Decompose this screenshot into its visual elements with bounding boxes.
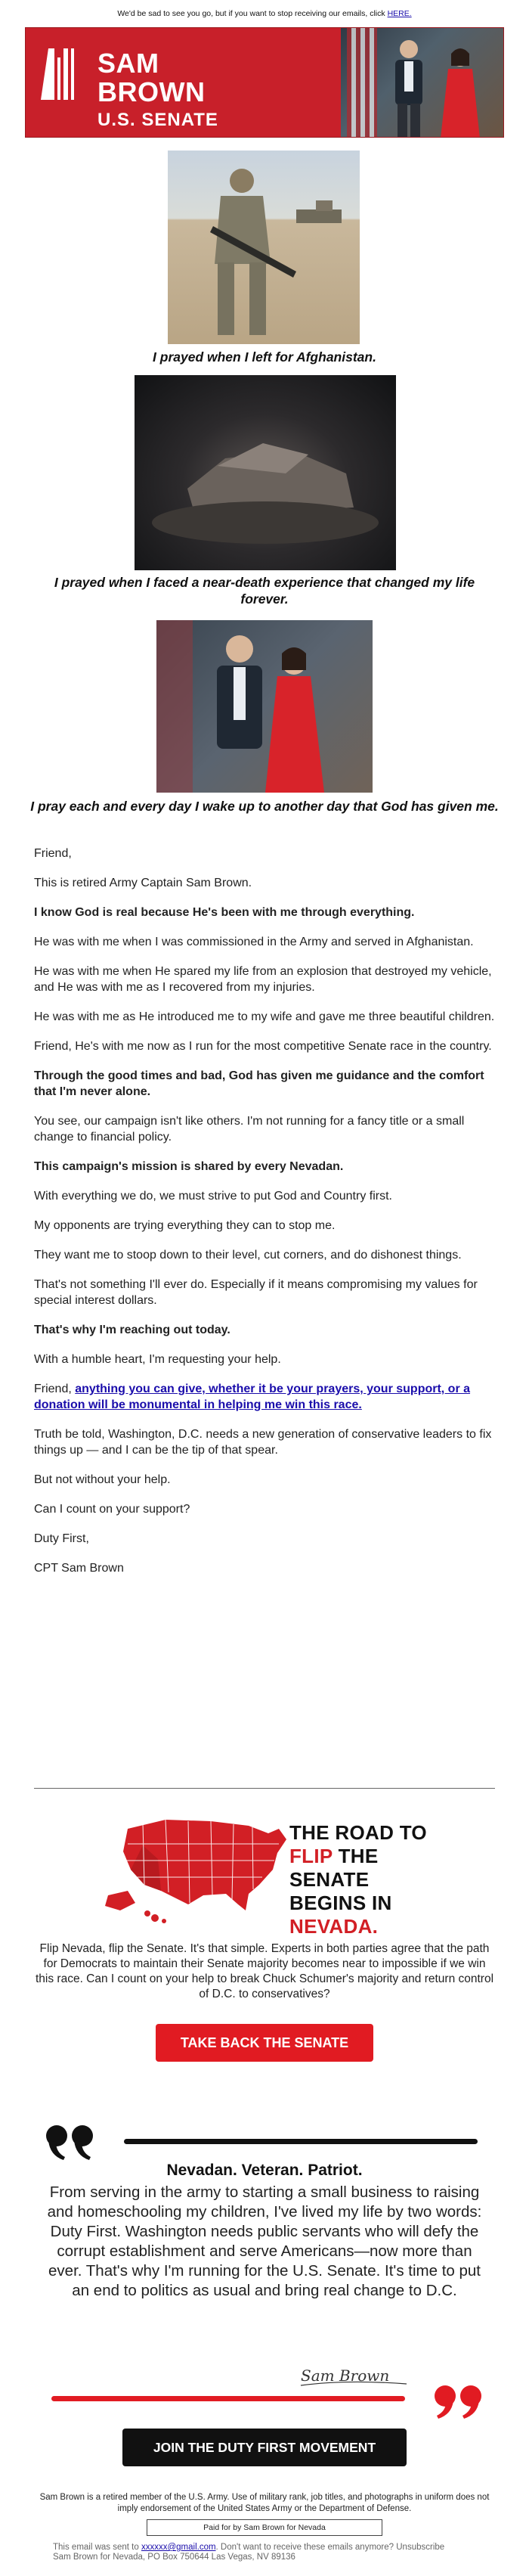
close-quote-icon	[429, 2382, 482, 2420]
letter-paragraph: Can I count on your support?	[34, 1503, 190, 1516]
quote-title: Nevadan. Veteran. Patriot.	[166, 2162, 363, 2179]
banner-last-name: BROWN	[97, 76, 206, 107]
join-duty-first-button[interactable]: JOIN THE DUTY FIRST MOVEMENT	[122, 2429, 407, 2466]
flag-graphic	[347, 28, 377, 138]
flip-line-1: THE ROAD TO	[289, 1821, 427, 1844]
letter-paragraph: My opponents are trying everything they can to stop me.	[34, 1219, 336, 1232]
letter-paragraph: With everything we do, we must strive to put God and Country first.	[34, 1190, 392, 1203]
letter-paragraph: That's why I'm reaching out today.	[34, 1324, 230, 1336]
banner-first-name: SAM	[97, 48, 159, 79]
letter-paragraph: He was with me when He spared my life from an explosion that destroyed my vehicle, and He was with me as I recovered from my injuries.	[34, 965, 492, 994]
unsubscribe-note	[0, 9, 529, 18]
banner-family-photo	[341, 28, 503, 138]
letter-signoff: Duty First,	[34, 1532, 89, 1545]
letter-paragraph: This campaign's mission is shared by every Nevadan.	[34, 1160, 344, 1173]
military-disclaimer: Sam Brown is a retired member of the U.S. Army. Use of military rank, job titles, and photographs in uniform does not imply endorsement of the United States Army or the Department of Defense.	[39, 2493, 490, 2513]
flip-line-3	[289, 1892, 456, 1938]
letter-paragraph-with-link	[34, 1381, 497, 1413]
nevada-word: NEVADA.	[289, 1915, 379, 1938]
donate-link[interactable]: anything you can give, whether it be your prayers, your support, or a donation will be monumental in helping me win this race.	[34, 1383, 471, 1411]
vehicle-wreckage-photo	[135, 375, 396, 570]
unsubscribe-note-text: We'd be sad to see you go, but if you want to stop receiving our emails, click	[117, 9, 385, 18]
flip-line-3-rest: BEGINS IN	[289, 1892, 392, 1914]
footer-address: Sam Brown for Nevada, PO Box 750644 Las Vegas, NV 89136	[53, 2553, 295, 2562]
signature-graphic	[293, 2357, 414, 2394]
quote-body: From serving in the army to starting a small business to raising and homeschooling my children, I've lived my life by two words: Duty First. Washington needs public servants who will defy the corrupt establishment and serve Americans—now more than ever. That's why I'm running for the U.S. Senate. It's time to put an end to politics as usual and bring real change to D.C.	[47, 2183, 482, 2299]
letter-paragraph: This is retired Army Captain Sam Brown.	[34, 877, 252, 889]
couple-photo	[156, 620, 373, 793]
soldier-photo	[168, 151, 360, 344]
campaign-logo-icon	[41, 48, 74, 100]
signature-text: Sam Brown	[301, 2367, 390, 2385]
wreckage-icon	[135, 375, 396, 570]
flip-senate-headline	[289, 1821, 456, 1938]
letter-greeting: Friend,	[34, 847, 72, 860]
flip-senate-graphic	[94, 1800, 454, 1938]
woman-figure-icon	[438, 46, 484, 138]
take-back-senate-button[interactable]: TAKE BACK THE SENATE	[156, 2024, 373, 2062]
quote-top-bar	[124, 2139, 478, 2144]
letter-paragraph: They want me to stoop down to their level, cut corners, and do dishonest things.	[34, 1249, 462, 1262]
quote-bottom-bar	[51, 2396, 405, 2401]
banner-candidate-name	[97, 49, 205, 107]
paid-for-box: Paid for by Sam Brown for Nevada	[147, 2519, 382, 2536]
us-map-icon	[97, 1806, 302, 1927]
footer-unsubscribe-text[interactable]: . Don't want to receive these emails anymore? Unsubscribe	[215, 2543, 445, 2552]
soldier-figure-icon	[168, 151, 360, 344]
letter-paragraph: Through the good times and bad, God has given me guidance and the comfort that I'm never alone.	[34, 1069, 484, 1098]
couple-figure-icon	[156, 620, 373, 793]
caption-afghanistan: I prayed when I left for Afghanistan.	[153, 349, 376, 365]
letter-paragraph: You see, our campaign isn't like others. I'm not running for a fancy title or a small change to financial policy.	[34, 1115, 465, 1144]
letter-paragraph: Friend, He's with me now as I run for the most competitive Senate race in the country.	[34, 1040, 492, 1053]
letter-signature-name: CPT Sam Brown	[34, 1562, 124, 1575]
flip-line-2-rest: THE SENATE	[289, 1845, 379, 1891]
footer-sent-text: This email was sent to	[53, 2543, 139, 2552]
unsubscribe-here-link[interactable]: HERE.	[387, 9, 412, 18]
open-quote-icon	[45, 2124, 98, 2162]
letter-paragraph: But not without your help.	[34, 1473, 171, 1486]
caption-every-day: I pray each and every day I wake up to another day that God has given me.	[30, 799, 499, 814]
section-divider	[34, 1788, 495, 1789]
recipient-email-link[interactable]: xxxxxx@gmail.com	[141, 2543, 216, 2552]
caption-near-death: I prayed when I faced a near-death experience that changed my life forever.	[54, 575, 475, 607]
email-footer	[53, 2543, 476, 2562]
man-figure-icon	[386, 36, 432, 138]
letter-link-prefix: Friend,	[34, 1383, 72, 1395]
banner-office: U.S. SENATE	[97, 110, 218, 130]
letter-paragraph: He was with me when I was commissioned in the Army and served in Afghanistan.	[34, 936, 474, 948]
letter-body	[34, 846, 497, 1590]
flip-nevada-paragraph: Flip Nevada, flip the Senate. It's that simple. Experts in both parties agree that the path for Democrats to maintain their Senate majority becomes near to impossible if we win this race. Can I count on your help to break Chuck Schumer's majority and return control of D.C. to conservatives?	[35, 1942, 494, 2000]
flip-line-2	[289, 1845, 456, 1892]
header-banner	[25, 27, 504, 138]
letter-paragraph: Truth be told, Washington, D.C. needs a new generation of conservative leaders to fix things up — and I can be the tip of that spear.	[34, 1428, 492, 1457]
letter-paragraph: I know God is real because He's been with me through everything.	[34, 906, 415, 919]
letter-paragraph: With a humble heart, I'm requesting your help.	[34, 1353, 281, 1366]
letter-paragraph: He was with me as He introduced me to my wife and gave me three beautiful children.	[34, 1010, 495, 1023]
letter-paragraph: That's not something I'll ever do. Especially if it means compromising my values for special interest dollars.	[34, 1278, 478, 1307]
flip-word: FLIP	[289, 1845, 333, 1867]
